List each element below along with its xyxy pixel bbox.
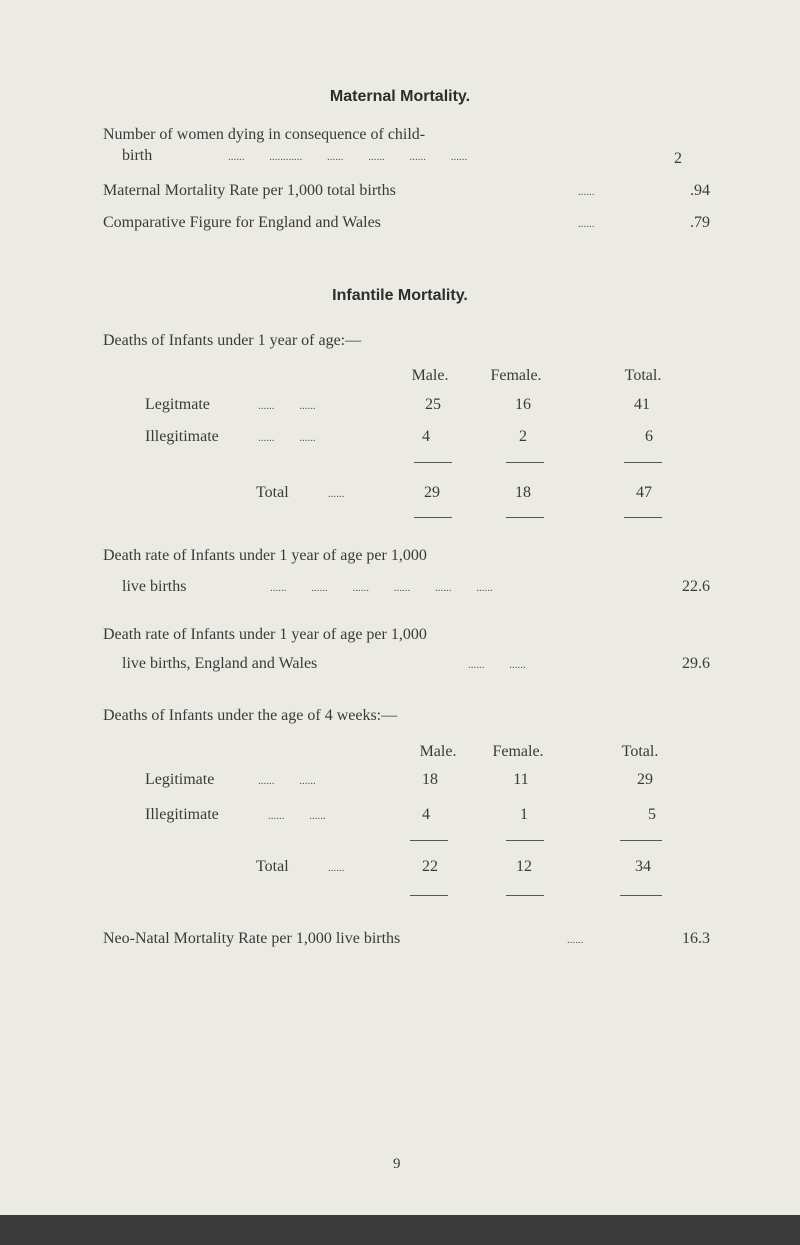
neonatal-deaths-intro: Deaths of Infants under the age of 4 weeks:— (103, 707, 398, 724)
total-rule (410, 895, 448, 896)
leader-dots: ...... ...... ...... ...... ...... ...... (270, 582, 493, 594)
subtotal-rule (506, 840, 544, 841)
comparative-value: .79 (690, 214, 710, 231)
col-header-total: Total. (624, 367, 662, 384)
maternal-line1a: Number of women dying in consequence of child- (103, 126, 426, 143)
leader-dots: ...... ...... (468, 659, 526, 671)
cell-male: 25 (425, 396, 441, 413)
maternal-deaths-value: 2 (674, 150, 682, 167)
subtotal-rule (624, 462, 662, 463)
cell-total: 41 (634, 396, 650, 413)
infant-rate-ew-line2: live births, England and Wales (122, 655, 318, 672)
total-male: 29 (424, 484, 440, 501)
total-total: 34 (635, 858, 651, 875)
infantile-mortality-heading: Infantile Mortality. (332, 287, 468, 304)
infant-rate-line2: live births (122, 578, 187, 595)
cell-male: 18 (422, 771, 438, 788)
cell-female: 11 (513, 771, 529, 788)
cell-total: 5 (648, 806, 656, 823)
leader-dots: ...... ............ ...... ...... ...... ...... (228, 151, 468, 163)
neonatal-rate-label: Neo-Natal Mortality Rate per 1,000 live births (103, 930, 401, 947)
total-total: 47 (636, 484, 652, 501)
row-label: Illegitimate (145, 428, 219, 445)
maternal-rate-value: .94 (690, 182, 710, 199)
leader-dots: ...... (328, 862, 345, 874)
cell-female: 2 (519, 428, 527, 445)
leader-dots: ...... ...... (268, 810, 326, 822)
cell-female: 16 (515, 396, 531, 413)
infant-deaths-intro: Deaths of Infants under 1 year of age:— (103, 332, 362, 349)
infant-rate-ew-line1: Death rate of Infants under 1 year of age per 1,000 (103, 626, 427, 643)
infant-rate-line1: Death rate of Infants under 1 year of age per 1,000 (103, 547, 427, 564)
subtotal-rule (414, 462, 452, 463)
leader-dots: ...... ...... (258, 775, 316, 787)
subtotal-rule (620, 840, 662, 841)
col-header-total: Total. (621, 743, 659, 760)
col-header-female: Female. (490, 367, 542, 384)
row-label: Legitimate (145, 771, 215, 788)
leader-dots: ...... (328, 488, 345, 500)
row-label: Legitmate (145, 396, 210, 413)
leader-dots: ...... (567, 934, 584, 946)
page-number: 9 (393, 1156, 401, 1172)
total-male: 22 (422, 858, 438, 875)
infant-rate-ew-value: 29.6 (682, 655, 710, 672)
leader-dots: ...... (578, 186, 595, 198)
neonatal-rate-value: 16.3 (682, 930, 710, 947)
total-female: 18 (515, 484, 531, 501)
total-rule (624, 517, 662, 518)
leader-dots: ...... ...... (258, 432, 316, 444)
total-rule (506, 895, 544, 896)
maternal-line3: Comparative Figure for England and Wales (103, 214, 381, 231)
subtotal-rule (506, 462, 544, 463)
infant-rate-value: 22.6 (682, 578, 710, 595)
col-header-female: Female. (492, 743, 544, 760)
cell-total: 29 (637, 771, 653, 788)
subtotal-rule (410, 840, 448, 841)
total-rule (414, 517, 452, 518)
maternal-mortality-heading: Maternal Mortality. (329, 88, 471, 105)
cell-male: 4 (422, 806, 430, 823)
row-label: Illegitimate (145, 806, 219, 823)
cell-total: 6 (645, 428, 653, 445)
total-rule (620, 895, 662, 896)
col-header-male: Male. (419, 743, 457, 760)
maternal-line2: Maternal Mortality Rate per 1,000 total births (103, 182, 396, 199)
col-header-male: Male. (411, 367, 449, 384)
total-rule (506, 517, 544, 518)
total-row-label: Total (256, 858, 289, 875)
leader-dots: ...... ...... (258, 400, 316, 412)
total-female: 12 (516, 858, 532, 875)
cell-male: 4 (422, 428, 430, 445)
leader-dots: ...... (578, 218, 595, 230)
scan-edge-band (0, 1215, 800, 1245)
maternal-line1b: birth (122, 147, 153, 164)
total-row-label: Total (256, 484, 289, 501)
cell-female: 1 (520, 806, 528, 823)
